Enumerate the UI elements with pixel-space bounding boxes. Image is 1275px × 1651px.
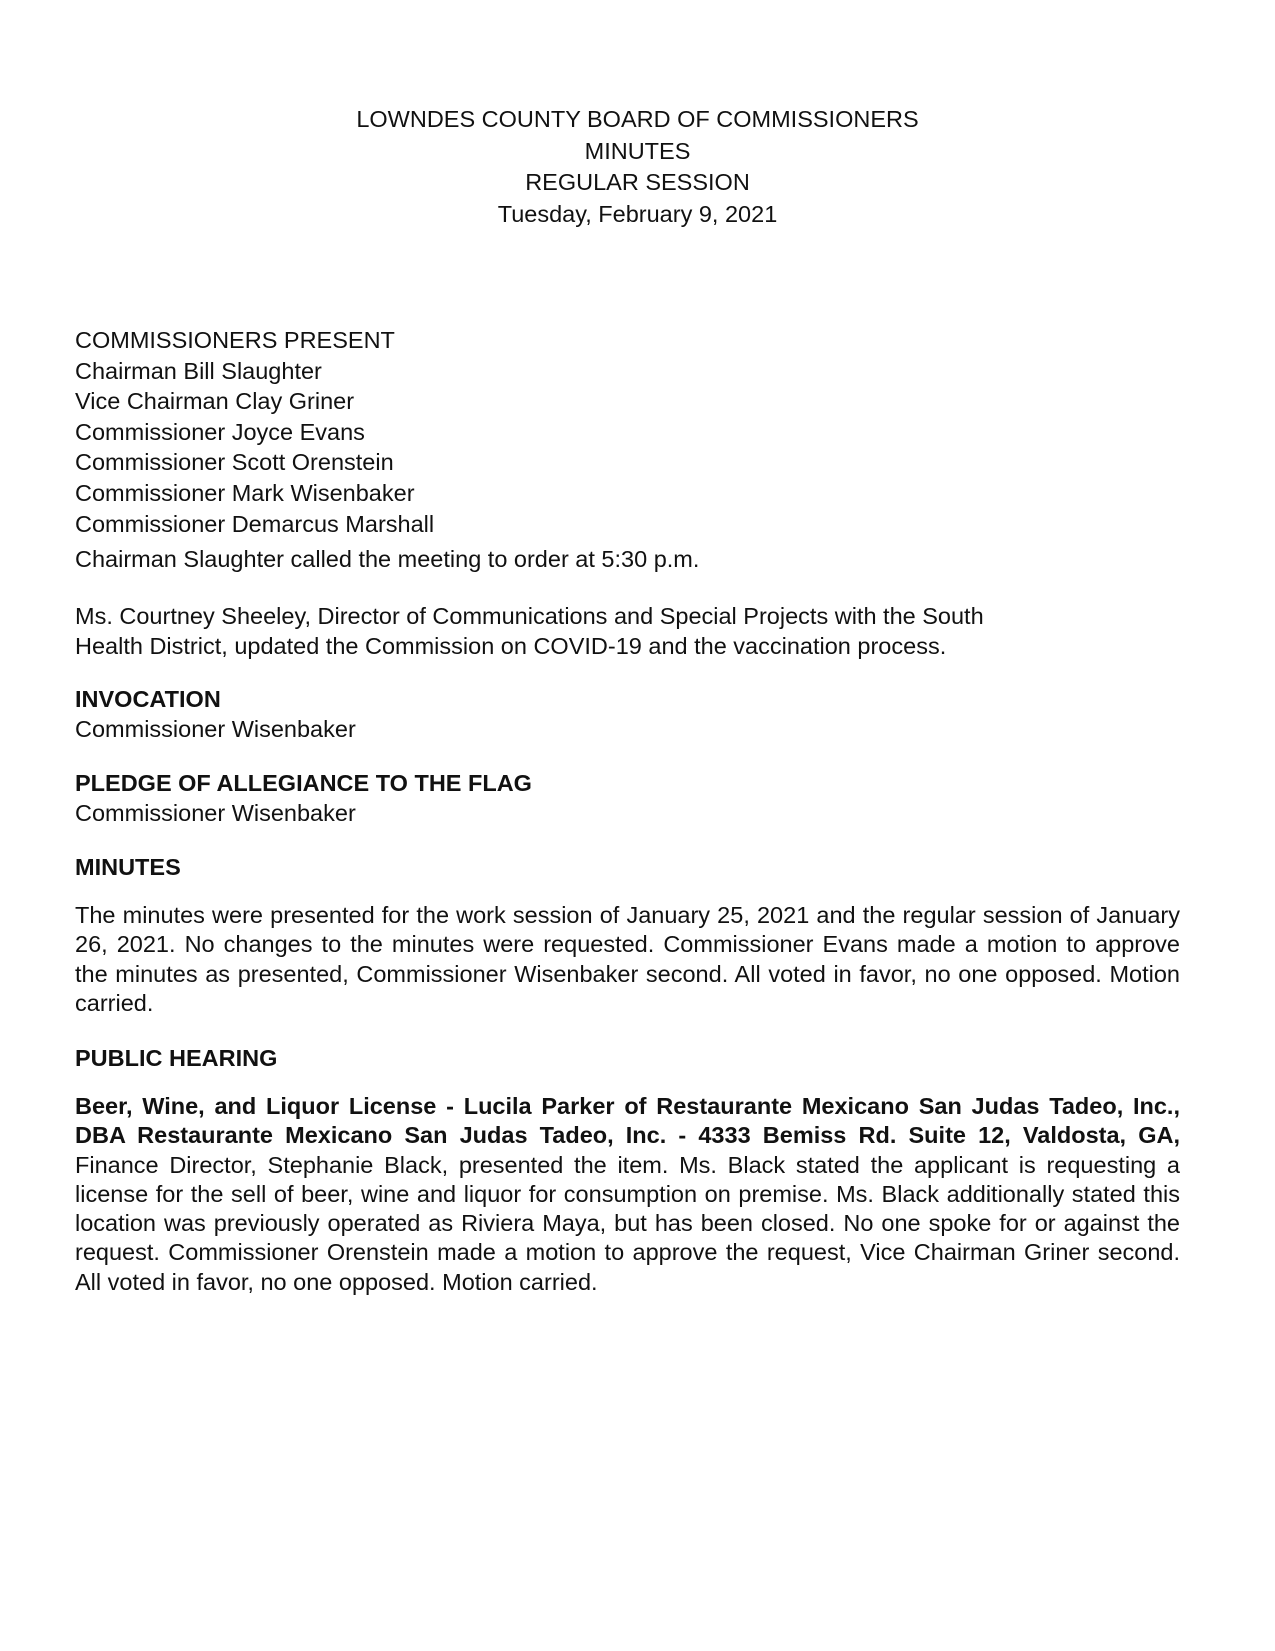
member-item: Commissioner Scott Orenstein [75,449,394,476]
document-header [0,104,1275,230]
pledge-text: Commissioner Wisenbaker [75,800,356,826]
member-item: Commissioner Joyce Evans [75,418,365,445]
covid-update-section [75,601,1180,661]
header-date: Tuesday, February 9, 2021 [497,200,778,227]
member-item: Commissioner Mark Wisenbaker [75,479,415,506]
invocation-section [75,684,1180,744]
member-item: Vice Chairman Clay Griner [75,388,355,415]
minutes-text: The minutes were presented for the work session of January 25, 2021 and the regular session of January 26, 2021. No changes to the minutes were requested. Commissioner Evans made a motion to approve the minutes as presented, Commissioner Wisenbaker second. All voted in favor, no one opposed. Motion carried. [75,902,1180,1016]
header-organization: LOWNDES COUNTY BOARD OF COMMISSIONERS [356,106,919,132]
call-to-order: Chairman Slaughter called the meeting to order at 5:30 p.m. [75,546,700,572]
minutes-heading: MINUTES [75,854,181,880]
hearing-item-title: Beer, Wine, and Liquor License - Lucila Parker of Restaurante Mexicano San Judas Tadeo, Inc., DBA Restaurante Mexicano San Judas Tadeo, Inc. - 4333 Bemiss Rd. Suite 12, Valdosta, GA, [75,1093,1180,1149]
public-hearing-heading: PUBLIC HEARING [75,1045,278,1071]
covid-update-line: Health District, updated the Commission on COVID-19 and the vaccination process. [75,633,947,659]
member-item: Commissioner Demarcus Marshall [75,510,435,537]
member-item: Chairman Bill Slaughter [75,357,322,384]
pledge-heading: PLEDGE OF ALLEGIANCE TO THE FLAG [75,770,532,796]
invocation-text: Commissioner Wisenbaker [75,716,356,742]
public-hearing-item [75,1092,1180,1297]
covid-update-line: Ms. Courtney Sheeley, Director of Communications and Special Projects with the South [75,603,984,629]
minutes-section [75,852,1180,1018]
hearing-item-text: Finance Director, Stephanie Black, presented the item. Ms. Black stated the applicant is requesting a license for the sell of beer, wine and liquor for consumption on premise. Ms. Black additionally stated this location was previously operated as Riviera Maya, but has been closed. No one spoke for or against the request. Commissioner Orenstein made a motion to approve the request, Vice Chairman Griner second. All voted in favor, no one opposed. Motion carried. [75,1151,1180,1295]
pledge-section [75,768,1180,828]
commissioners-present-title: COMMISSIONERS PRESENT [75,327,395,353]
commissioners-present-section [75,325,1180,539]
invocation-heading: INVOCATION [75,686,221,712]
public-hearing-section [75,1043,1180,1297]
header-session-type: REGULAR SESSION [525,169,750,195]
header-document-type: MINUTES [584,137,691,164]
